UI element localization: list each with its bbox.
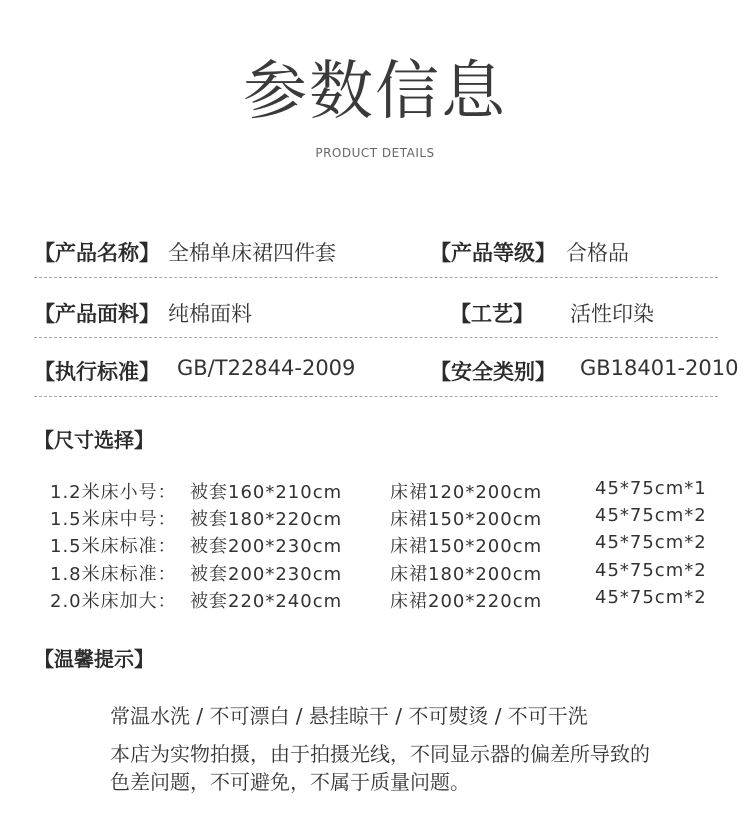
tips-section-heading: 【温馨提示】 bbox=[34, 647, 154, 671]
disclaimer-line-1: 本店为实物拍摄，由于拍摄光线，不同显示器的偏差所导致的 bbox=[110, 742, 650, 766]
size-duvet: 被套220*240cm bbox=[190, 591, 343, 612]
param-label-product-grade: 【产品等级】 bbox=[430, 241, 556, 265]
param-value-fabric: 纯棉面料 bbox=[168, 302, 252, 326]
param-label-safety: 【安全类别】 bbox=[430, 360, 556, 384]
size-name: 1.5米床标准： bbox=[50, 536, 177, 557]
size-bed-skirt: 床裙180*200cm bbox=[390, 564, 543, 585]
page-title: 参数信息 bbox=[243, 55, 507, 129]
param-value-product-grade: 合格品 bbox=[566, 241, 629, 265]
size-pillowcase: 45*75cm*2 bbox=[595, 532, 707, 553]
param-label-standard: 【执行标准】 bbox=[34, 360, 160, 384]
param-row-standard-safety bbox=[34, 356, 739, 396]
care-instructions: 常温水洗 / 不可漂白 / 悬挂晾干 / 不可熨烫 / 不可干洗 bbox=[110, 704, 588, 728]
disclaimer-line-2: 色差问题，不可避免，不属于质量问题。 bbox=[110, 770, 470, 794]
param-row-fabric-craft bbox=[34, 298, 718, 338]
size-name: 1.5米床中号： bbox=[50, 509, 177, 530]
size-duvet: 被套200*230cm bbox=[190, 536, 343, 557]
size-duvet: 被套200*230cm bbox=[190, 564, 343, 585]
divider bbox=[34, 396, 718, 397]
size-bed-skirt: 床裙150*200cm bbox=[390, 536, 543, 557]
size-bed-skirt: 床裙150*200cm bbox=[390, 509, 543, 530]
size-pillowcase: 45*75cm*2 bbox=[595, 587, 707, 608]
divider bbox=[34, 277, 718, 278]
size-duvet: 被套160*210cm bbox=[190, 482, 343, 503]
param-row-name-grade bbox=[34, 237, 718, 277]
size-section-heading: 【尺寸选择】 bbox=[34, 428, 154, 452]
size-name: 1.8米床标准： bbox=[50, 564, 177, 585]
param-label-craft: 【工艺】 bbox=[450, 302, 534, 326]
size-duvet: 被套180*220cm bbox=[190, 509, 343, 530]
size-name: 1.2米床小号： bbox=[50, 482, 177, 503]
param-label-fabric: 【产品面料】 bbox=[34, 302, 160, 326]
size-pillowcase: 45*75cm*2 bbox=[595, 560, 707, 581]
size-bed-skirt: 床裙200*220cm bbox=[390, 591, 543, 612]
param-value-craft: 活性印染 bbox=[570, 302, 654, 326]
size-pillowcase: 45*75cm*2 bbox=[595, 505, 707, 526]
size-bed-skirt: 床裙120*200cm bbox=[390, 482, 543, 503]
param-value-safety: GB18401-2010 bbox=[580, 356, 739, 380]
param-value-product-name: 全棉单床裙四件套 bbox=[168, 241, 336, 265]
size-name: 2.0米床加大： bbox=[50, 591, 177, 612]
param-value-standard: GB/T22844-2009 bbox=[177, 356, 356, 380]
divider bbox=[34, 337, 718, 338]
page-subtitle: PRODUCT DETAILS bbox=[315, 146, 435, 160]
size-pillowcase: 45*75cm*1 bbox=[595, 478, 707, 499]
param-label-product-name: 【产品名称】 bbox=[34, 241, 160, 265]
